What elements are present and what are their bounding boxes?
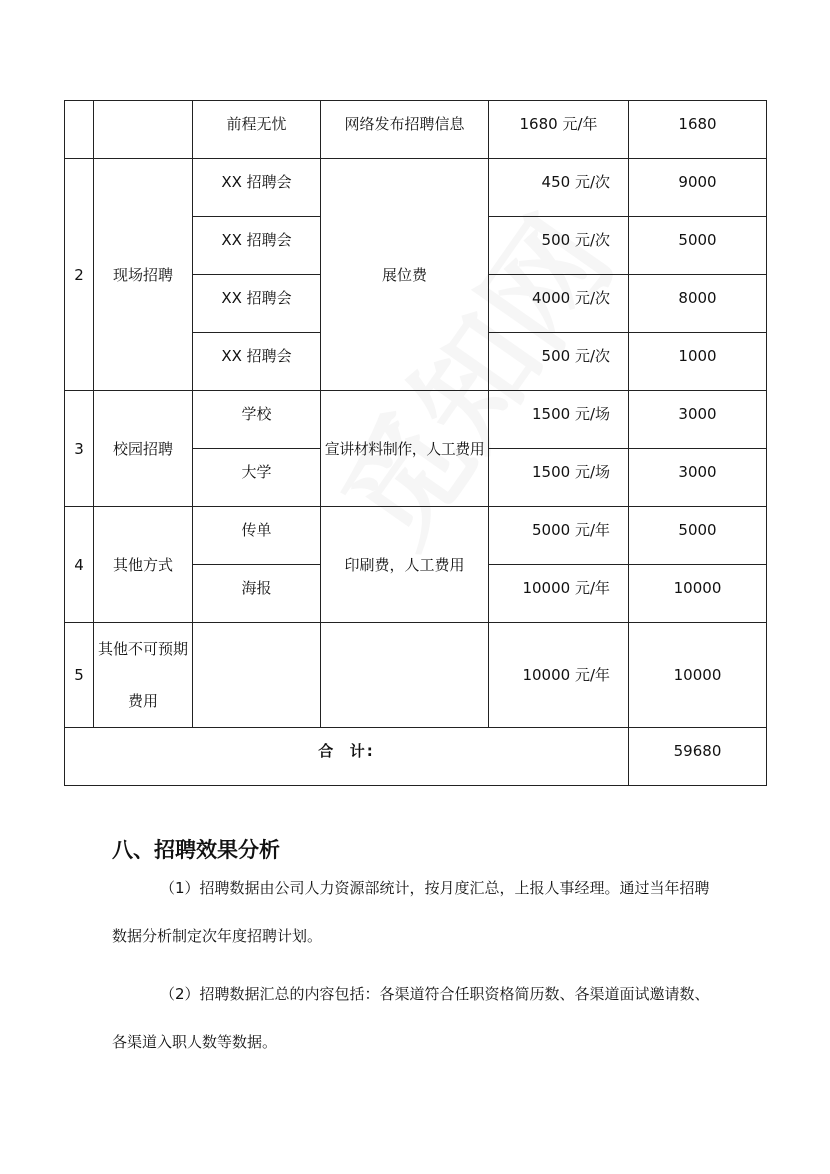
amount-cell: 3000	[629, 449, 767, 507]
item-cell: XX 招聘会	[193, 217, 321, 275]
amount-cell: 1000	[629, 333, 767, 391]
item-cell: 前程无忧	[193, 101, 321, 159]
price-cell: 10000 元/年	[489, 623, 629, 728]
num-cell	[65, 101, 94, 159]
amount-cell: 5000	[629, 217, 767, 275]
method-cell: 网络发布招聘信息	[321, 101, 489, 159]
section-heading: 八、招聘效果分析	[112, 838, 280, 862]
amount-cell: 10000	[629, 565, 767, 623]
method-cell: 展位费	[321, 159, 489, 391]
amount-cell: 1680	[629, 101, 767, 159]
amount-cell: 3000	[629, 391, 767, 449]
method-cell	[321, 623, 489, 728]
price-cell: 5000 元/年	[489, 507, 629, 565]
amount-cell: 5000	[629, 507, 767, 565]
num-cell: 2	[65, 159, 94, 391]
num-cell: 3	[65, 391, 94, 507]
paragraph-1: （1）招聘数据由公司人力资源部统计，按月度汇总，上报人事经理。通过当年招聘数据分析制定次年度招聘计划。	[112, 879, 710, 945]
table-row	[65, 391, 767, 449]
table-row	[65, 507, 767, 565]
total-row	[65, 728, 767, 786]
price-cell: 4000 元/次	[489, 275, 629, 333]
table-row	[65, 159, 767, 217]
amount-cell: 10000	[629, 623, 767, 728]
channel-cell: 校园招聘	[94, 391, 193, 507]
channel-cell	[94, 101, 193, 159]
item-cell: XX 招聘会	[193, 275, 321, 333]
method-cell: 印刷费，人工费用	[321, 507, 489, 623]
table-row	[65, 101, 767, 159]
table-row	[65, 623, 767, 728]
item-cell: 海报	[193, 565, 321, 623]
item-cell: 学校	[193, 391, 321, 449]
price-cell: 1680 元/年	[489, 101, 629, 159]
num-cell: 4	[65, 507, 94, 623]
channel-cell: 其他方式	[94, 507, 193, 623]
item-cell	[193, 623, 321, 728]
price-cell: 10000 元/年	[489, 565, 629, 623]
item-cell: 传单	[193, 507, 321, 565]
price-cell: 500 元/次	[489, 217, 629, 275]
price-cell: 450 元/次	[489, 159, 629, 217]
item-cell: 大学	[193, 449, 321, 507]
recruitment-cost-table	[64, 100, 767, 786]
amount-cell: 8000	[629, 275, 767, 333]
amount-cell: 9000	[629, 159, 767, 217]
total-value: 59680	[629, 728, 767, 786]
method-cell: 宣讲材料制作，人工费用	[321, 391, 489, 507]
total-label: 合 计:	[65, 728, 629, 786]
item-cell: XX 招聘会	[193, 159, 321, 217]
num-cell: 5	[65, 623, 94, 728]
channel-cell: 其他不可预期费用	[94, 623, 193, 728]
paragraph-2: （2）招聘数据汇总的内容包括：各渠道符合任职资格简历数、各渠道面试邀请数、各渠道入职人数等数据。	[112, 985, 710, 1051]
price-cell: 1500 元/场	[489, 391, 629, 449]
channel-cell: 现场招聘	[94, 159, 193, 391]
price-cell: 500 元/次	[489, 333, 629, 391]
item-cell: XX 招聘会	[193, 333, 321, 391]
price-cell: 1500 元/场	[489, 449, 629, 507]
